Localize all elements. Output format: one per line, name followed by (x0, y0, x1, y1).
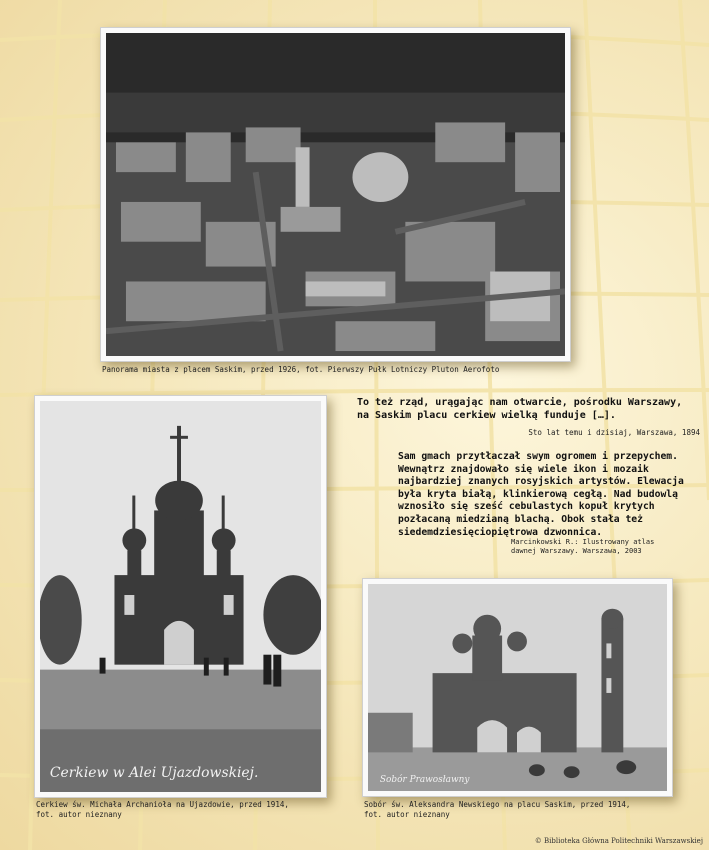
sobor-caption (364, 800, 694, 819)
quote-2-line: najbardziej znanych rosyjskich artystów. Elewacja (398, 476, 684, 488)
quote-2-source (511, 538, 681, 556)
sobor-caption-line-2: fot. autor nieznany (364, 809, 450, 819)
quote-2-line: Wewnątrz znajdowało się wiele ikon i mozaik (398, 463, 649, 475)
panorama-photo (100, 27, 571, 362)
quote-2-line: wznosiło się sześć cebulastych kopuł krytych (398, 501, 655, 513)
quote-2-source-line-2: dawnej Warszawy. Warszawa, 2003 (511, 547, 642, 555)
quote-1-line-1: To też rząd, urągając nam otwarcie, pośrodku Warszawy, (357, 397, 683, 408)
quote-1-source: Sto lat temu i dzisiaj, Warszawa, 1894 (528, 428, 700, 437)
sobor-inphoto-text: Sobór Prawosławny (379, 775, 470, 786)
michal-caption-line-2: fot. autor nieznany (36, 809, 122, 819)
cathedral-image (368, 584, 667, 791)
michal-church-photo (34, 395, 327, 798)
michal-caption (36, 800, 336, 819)
quote-1-line-2: na Saskim placu cerkiew wielką funduje […]. (357, 410, 616, 421)
sobor-caption-line-1: Sobór św. Aleksandra Newskiego na placu Saskim, przed 1914, (364, 800, 631, 809)
quote-2-source-line-1: Marcinkowski R.: Ilustrowany atlas (511, 538, 655, 546)
quote-1 (357, 396, 697, 422)
quote-2-line: Sam gmach przytłaczał swym ogromem i przepychem. (398, 451, 678, 462)
quote-2-line: siedemdziesięciopiętrowa dzwonnica. (398, 526, 603, 538)
copyright: © Biblioteka Główna Politechniki Warszawskiej (534, 837, 703, 845)
quote-2 (398, 451, 693, 539)
michal-inphoto-text: Cerkiew w Alei Ujazdowskiej. (49, 765, 259, 782)
aerial-city-image (106, 33, 565, 356)
quote-2-line: pozłacaną miedzianą blachą. Obok stała też (398, 513, 643, 525)
quote-2-line: była kryta białą, klinkierową cegłą. Nad budowlą (398, 488, 678, 500)
sobor-photo (362, 578, 673, 797)
church-image (40, 401, 321, 792)
panorama-caption: Panorama miasta z placem Saskim, przed 1926, fot. Pierwszy Pułk Lotniczy Pluton Aerofoto (102, 365, 500, 374)
michal-caption-line-1: Cerkiew św. Michała Archanioła na Ujazdowie, przed 1914, (36, 800, 289, 809)
